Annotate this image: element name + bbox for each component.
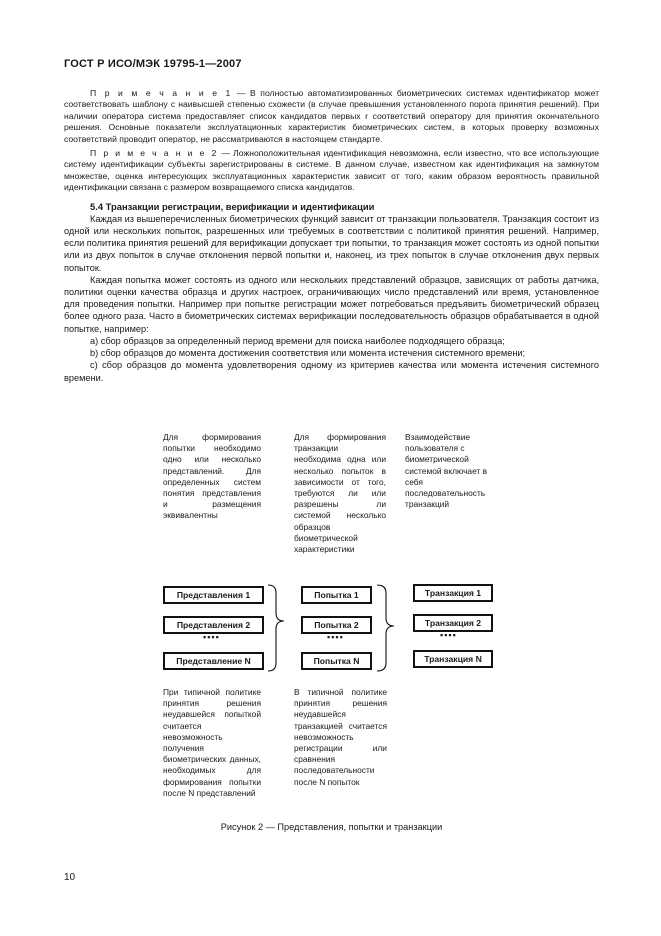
section-heading: 5.4 Транзакции регистрации, верификации и идентификации (90, 200, 375, 212)
list-item-b: b) сбор образцов до момента достижения соответствия или момента истечения системного времени; (90, 348, 526, 359)
box-attempt-n: Попытка N (301, 652, 372, 670)
dots-left: ▪▪▪▪ (203, 632, 220, 642)
dots-right: ▪▪▪▪ (440, 630, 457, 640)
note-2-label: П р и м е ч а н и е 2 (90, 148, 219, 159)
paragraph-2: Каждая попытка может состоять из одного или нескольких представлений образцов, зависящих от работы датчика, политики оценки качества образца и других настроек, ограничивающих число представлений или время, установленное для проведения попытки. Например при попытке регистрации может потребоваться предъявить биометрический образец более одного раза. Часто в биометрических системах верификации последовательность образцов обрабатывается в одной попытке, например: (64, 274, 599, 334)
figure-caption: Рисунок 2 — Представления, попытки и транзакции (220, 822, 443, 832)
dots-mid: ▪▪▪▪ (327, 632, 344, 642)
list-item-a: а) сбор образцов за определенный период времени для поиска наиболее подходящего образца; (90, 335, 505, 346)
figure-top-mid-text: Для формирования транзакции необходима одна или несколько попыток в зависимости от того, требуются ли или разрешены ли системой несколько образцов биометрической характеристики (294, 432, 386, 555)
note-1-label: П р и м е ч а н и е 1 (90, 88, 233, 98)
box-attempt-2: Попытка 2 (301, 616, 372, 634)
document-header: ГОСТ Р ИСО/МЭК 19795-1—2007 (64, 58, 242, 70)
box-transaction-n: Транзакция N (413, 650, 493, 668)
box-transaction-1: Транзакция 1 (413, 584, 493, 602)
list-item-c: с) сбор образцов до момента удовлетворения одному из критериев качества или момента истечения системного времени. (64, 360, 599, 383)
figure-bottom-mid-text: В типичной политике принятия решения неудавшейся транзакцией считается невозможность регистрации или сравнения последовательности после N попыток (294, 687, 387, 787)
figure-top-right-text: Взаимодействие пользователя с биометрической системой включает в себя последовательность транзакций (405, 432, 488, 510)
figure-bottom-left-text: При типичной политике принятия решения неудавшейся попыткой считается невозможность получения биометрических данных, необходимых для формирования попытки после N представлений (163, 687, 261, 798)
box-transaction-2: Транзакция 2 (413, 614, 493, 632)
box-presentation-2: Представления 2 (163, 616, 264, 634)
box-presentation-n: Представление N (163, 652, 264, 670)
figure-top-left-text: Для формирования попытки необходимо одно или несколько представлений. Для определенных систем понятия представления и размещения эквивалентны (163, 432, 261, 521)
bracket-right (377, 585, 394, 671)
note-2-text: — Ложноположительная идентификация невозможна, если известно, что все использующие систему идентификации субъекты зарегистрированы в системе. В данном случае, известном как идентификация на замкнутом множестве, оценка интересующих эксплуатационных характеристик зависит от того, каким образом вероятность правильной идентификации связана с размером возвращаемого списка кандидатов. (64, 148, 599, 193)
page-number: 10 (64, 872, 76, 883)
box-presentation-1: Представления 1 (163, 586, 264, 604)
bracket-left-pad (276, 585, 292, 671)
box-attempt-1: Попытка 1 (301, 586, 372, 604)
bracket-left (268, 585, 284, 671)
paragraph-1: Каждая из вышеперечисленных биометрических функций зависит от транзакции пользователя. Транзакция состоит из одной или нескольких попыток, разрешенных или требуемых в соответствии с политикой принятия решений. Например, если политика принятия решений для верификации допускает три попытки, то транзакция может состоять из одной попытки или из двух попыток в случае отклонения первой попытки и, наконец, из трех попыток в случае отклонения двух первых попыток. (64, 213, 599, 273)
note-1-text: — В полностью автоматизированных биометрических системах идентификатор может соответствовать шаблону с наивысшей степенью схожести (в случае превышения установленного порога принятия решений). При наличии оператора система предоставляет список кандидатов первых r соответствий оператору для принятия окончательного решения. Основные показатели эксплуатационных характеристик биометрических систем, в которых проверку возможных соответствий проводит оператор, не рассматриваются в настоящем стандарте. (64, 88, 600, 144)
